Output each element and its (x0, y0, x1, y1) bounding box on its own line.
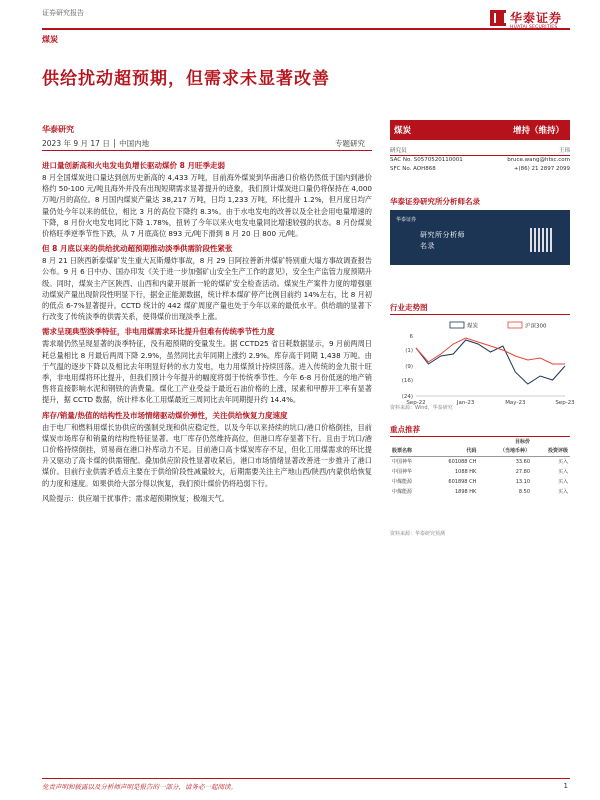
section-body: 由于电厂和燃料用煤长协供应的强制兑现和供应稳定性，以及今年以来持续的坑口/港口价格倒挂，目前煤炭市场库存和销量的结构性特征显著。电厂库存仍然维持高位，但港口库存显著下行。且由于坑口/港口价格持续倒挂，贸易商在港口补库动力不足。目前港口高卡煤炭库存不足，但化工用煤需求的环比提升又驱动了高卡煤的供需错配。叠加供应阶段性显著收紧后，港口市场情绪显著改善进一步推升了港口煤价。目前行业供需矛盾点主要在于供给阶段性减量较大，后期需要关注主产地山西/陕西/内蒙供给恢复的力度和速度。如果供给大部分得以恢复，我们预计煤价仍将趋弱下行。 (42, 422, 372, 488)
rating-value: 增持（维持） (512, 126, 564, 136)
main-body (42, 160, 372, 504)
stock-code: 1898 HK (454, 488, 477, 495)
trend-chart (390, 318, 575, 408)
analyst-block (390, 146, 570, 175)
stock-rating: 买入 (557, 478, 568, 485)
section-3 (42, 326, 372, 405)
risk-warning: 风险提示：供应端干扰事件；需求超预期恢复；极端天气。 (42, 493, 229, 503)
legend-swatch (450, 322, 464, 328)
report-type: 华泰研究 (42, 125, 74, 134)
footer-rule (42, 778, 570, 779)
section-heading: 需求呈现典型淡季特征，非电用煤需求环比提升但难有传统季节性力度 (42, 327, 275, 337)
table-row (390, 457, 570, 468)
section-body: 8 月 21 日陕西新泰煤矿发生重大瓦斯爆炸事故，8 月 29 日阿拉善新井煤矿特别重大塌方事故调查报告公布。9 月 6 日中办、国办印发《关于进一步加强矿山安全生产工作的意见》，安全生产监管力度预期升级。同时，煤炭主产区陕西、山西和内蒙开展新一轮的煤矿安全检查活动。煤炭生产案件力度的增强驱动煤炭产量出现阶段性明显下行，据金正能源数据，统计样本煤矿停产比例目前约 14%左右，比 8 月初的低点 6-7%显著提升。CCTD 统计的 442 煤矿周度产量也处于今年以来的最低水平。供给端的显著下行改变了传统淡季的供需关系，使得煤价出现淡季上涨。 (42, 256, 372, 322)
banner-brand: 华泰证券 (396, 217, 417, 223)
table-row (390, 477, 570, 487)
y-tick-label: 6 (409, 334, 413, 340)
stock-rating: 买入 (557, 458, 568, 465)
report-title: 供给扰动超预期，但需求未显著改善 (42, 69, 330, 89)
stock-code: 601898 CH (448, 478, 477, 485)
analyst-phone: +(86) 21 2897 2099 (513, 166, 570, 172)
y-tick-label: (24) (401, 394, 413, 400)
sector-label: 煤炭 (42, 35, 58, 44)
header-rule (42, 28, 570, 30)
col-header-code: 代码 (428, 447, 478, 457)
banner-line-1: 研究所分析师 (420, 231, 465, 239)
x-tick-label: May-23 (505, 400, 526, 406)
logo-cn: 华泰证券 (510, 11, 563, 25)
analyst-label: 研究员 (390, 148, 407, 154)
stock-rating: 买入 (557, 468, 568, 475)
target-price: 8.50 (518, 488, 531, 495)
trend-rule (390, 314, 570, 315)
section-body: 8 月全国煤炭进口量达到创历史新高的 4,433 万吨，目前海外煤炭到华南港口价格仍然低于国内到港价格约 50-100 元/吨且海外并没有出现短期需求显著提升的迹象，我们预计煤炭进口量仍将保持在 4,000 万吨/月的高位。8 月国内煤炭产量达 38,217 万吨，日均 1,233 万吨，环比提升 1.2%，但月度日均产量仍处今年以来的低位，相比 3 月的高位下降约 8.3%。由于水电发电的改善以及全社会用电量增速的下降，8 月份火电发电同比下降 1.78%，扭转了今年以来火电发电量同比增速较强的状态。8 月份煤炭价格旺季逆季节性下跌，从 7 月底高位 893 元/吨下滑到 8 月 20 日 800 元/吨。 (42, 173, 372, 239)
trend-heading: 行业走势图 (390, 303, 428, 312)
company-logo (490, 8, 570, 34)
series-line-csi300 (416, 338, 565, 364)
y-tick-label: (1) (405, 348, 413, 354)
target-price: 13.10 (515, 478, 531, 485)
disclaimer: 免责声明和披露以及分析师声明是报告的一部分，请务必一起阅读。 (42, 783, 237, 791)
analyst-list-banner[interactable] (390, 210, 570, 265)
chart-source: 资料来源：Wind，华泰研究 (390, 405, 453, 411)
col-header-blank (390, 438, 428, 447)
stock-name: 中国神华 (392, 458, 413, 465)
x-tick-label: Jan-23 (456, 400, 475, 406)
doc-type: 证券研究报告 (42, 9, 84, 17)
recommend-heading: 重点推荐 (390, 425, 420, 434)
col-header-name: 股票名称 (390, 447, 428, 457)
section-heading: 库存/销量/热值的结构性及市场情绪驱动煤价弹性，关注供给恢复力度速度 (42, 410, 288, 420)
legend-swatch (508, 322, 522, 328)
banner-line-2: 名录 (420, 242, 435, 250)
logo-mark-icon (490, 10, 506, 26)
col-header-blank (428, 438, 478, 447)
y-tick-label: (9) (405, 364, 413, 370)
qr-code-icon (530, 228, 554, 252)
report-category: 专题研究 (335, 139, 365, 148)
section-body: 需求端仍然呈现显著的淡季特征，没有超预期的变量发生。据 CCTD25 省日耗数据显示，9 月前两周日耗总量相比 8 月最后两周下降 2.9%，虽然同比去年同期上涨约 2.9%。库存高于同期 1,438 万吨。由于气温的逐步下降以及相比去年明显好转的水力发电，电力用煤预计持续回落。进入传统的金九银十旺季，非电用煤将环比提升，但我们预计今年提升的幅度将弱于传统季节性。今年 6-8 月份低迷的地产销售将直接影响水泥和钢铁的消费量。煤化工产业受益于最近石油价格的上涨，尿素和甲醇开工率有显著提升，据 CCTD 数据，统计样本化工用煤最近三周同比去年同期提升约 14.4%。 (42, 339, 372, 405)
col-header-currency: （当地币种） (478, 447, 532, 457)
x-tick-label: Sep-23 (555, 400, 575, 406)
date-line: 2023 年 9 月 17 日 │ 中国内地 (42, 139, 150, 148)
rating-bar (390, 120, 570, 140)
col-header-rating: 投资评级 (532, 447, 570, 457)
analyst-list-heading: 华泰证券研究所分析师名录 (390, 197, 480, 206)
stock-name: 中国神华 (392, 468, 413, 475)
target-price: 27.80 (515, 468, 531, 475)
series-line-coal (416, 340, 565, 384)
table-row (390, 467, 570, 477)
target-price: 33.60 (515, 458, 531, 465)
col-header-target: 目标价 (515, 439, 531, 445)
stock-rating: 买入 (557, 488, 568, 495)
rating-sector: 煤炭 (394, 126, 412, 136)
table-row (390, 487, 570, 497)
analyst-email[interactable]: bruce.wang@htsc.com (507, 157, 570, 163)
legend-label: 沪深300 (525, 323, 547, 330)
stock-code: 601088 CH (448, 458, 477, 465)
col-header-blank (532, 438, 570, 447)
section-2 (42, 243, 372, 322)
sac-number: SAC No. S0570520110001 (390, 157, 463, 163)
section-1 (42, 160, 372, 239)
section-4 (42, 410, 372, 489)
x-tick-label: Sep-22 (406, 400, 426, 406)
recommend-table (390, 438, 570, 497)
analyst-name: 王玮 (558, 148, 570, 154)
y-tick-label: (16) (401, 378, 413, 384)
page-number: 1 (563, 782, 568, 790)
legend-label: 煤炭 (467, 323, 479, 330)
section-heading: 但 8 月底以来的供给扰动超预期推动淡季供需阶段性紧张 (42, 244, 233, 254)
recommend-source: 资料来源：华泰研究预测 (390, 531, 446, 537)
section-heading: 进口量创新高和火电发电负增长驱动煤价 8 月旺季走弱 (42, 161, 225, 170)
stock-code: 1088 HK (454, 468, 477, 475)
sfc-number: SFC No. AOH868 (390, 166, 436, 172)
stock-name: 中煤能源 (392, 488, 413, 495)
recommend-rule (390, 436, 570, 437)
date-rule (42, 150, 372, 151)
analyst-rule (390, 155, 570, 156)
stock-name: 中煤能源 (392, 478, 413, 485)
